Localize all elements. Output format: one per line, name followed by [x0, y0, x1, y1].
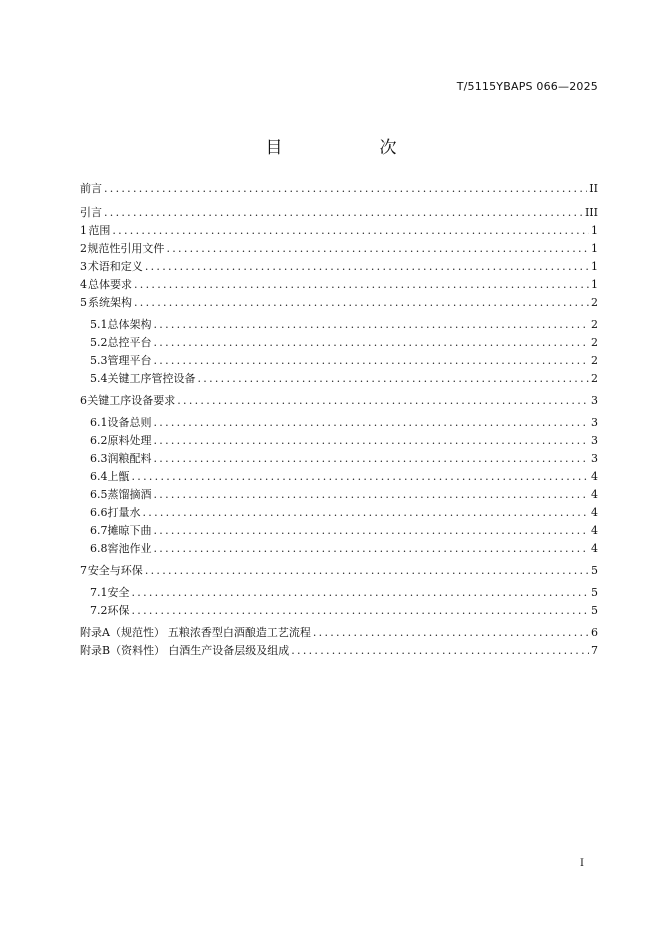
- toc-entry-page: 2: [591, 354, 598, 367]
- toc-entry-label: 总体要求: [88, 278, 133, 291]
- toc-entry-number: 4: [80, 278, 87, 291]
- toc-entry-page: 3: [591, 452, 598, 465]
- toc-entry-label: 上甑: [107, 470, 130, 483]
- toc-entry-page: 1: [591, 278, 598, 291]
- toc-entry-page: 3: [591, 434, 598, 447]
- toc-entry-number: 2: [80, 242, 87, 255]
- toc-entry-label: 总控平台: [107, 336, 152, 349]
- toc-entry[interactable]: [80, 563, 598, 578]
- toc-entry-page: II: [589, 182, 598, 195]
- toc-entry-page: 1: [591, 260, 598, 273]
- toc-entry[interactable]: [80, 295, 598, 310]
- toc-entry-number: 6.3: [90, 452, 108, 465]
- toc-leader-dots: [132, 585, 590, 600]
- toc-leader-dots: [177, 393, 589, 408]
- toc-entry-number: 6.7: [90, 524, 108, 537]
- toc-entry-page: 2: [591, 372, 598, 385]
- toc-entry-page: 4: [591, 488, 598, 501]
- toc-leader-dots: [313, 625, 589, 640]
- toc-entry-label: 管理平台: [107, 354, 152, 367]
- toc-entry-page: 2: [591, 296, 598, 309]
- toc-leader-dots: [145, 259, 589, 274]
- toc-entry[interactable]: [80, 433, 598, 448]
- toc-leader-dots: [154, 415, 590, 430]
- toc-entry[interactable]: [80, 277, 598, 292]
- toc-entry-page: 4: [591, 542, 598, 555]
- toc-leader-dots: [154, 487, 590, 502]
- toc-entry-number: 1: [80, 224, 87, 237]
- toc-entry-label: 附录A（规范性）: [80, 626, 165, 639]
- toc-entry[interactable]: [80, 353, 598, 368]
- toc-entry-page: III: [584, 206, 598, 219]
- toc-entry-number: 6.8: [90, 542, 108, 555]
- toc-entry[interactable]: [80, 469, 598, 484]
- toc-leader-dots: [134, 277, 589, 292]
- toc-entry-number: 6.6: [90, 506, 108, 519]
- toc-leader-dots: [134, 295, 589, 310]
- toc-entry-page: 6: [591, 626, 598, 639]
- toc-entry-label: 设备总则: [107, 416, 152, 429]
- toc-entry-page: 4: [591, 470, 598, 483]
- toc-entry-label: 总体架构: [107, 318, 152, 331]
- toc-entry-number: 5.4: [90, 372, 108, 385]
- toc-leader-dots: [104, 181, 587, 196]
- toc-entry[interactable]: [80, 259, 598, 274]
- toc-entry-label: 安全与环保: [87, 564, 143, 577]
- page-number: I: [580, 858, 584, 869]
- toc-entry-number: 7: [80, 564, 87, 577]
- toc-entry-label: 安全: [107, 586, 130, 599]
- toc-entry[interactable]: [80, 643, 598, 658]
- table-of-contents: [80, 181, 598, 658]
- toc-entry-label: 规范性引用文件: [87, 242, 165, 255]
- toc-entry-page: 5: [591, 586, 598, 599]
- toc-entry-page: 7: [591, 644, 598, 657]
- toc-entry-label: 范围: [88, 224, 111, 237]
- toc-entry-label: 打量水: [107, 506, 141, 519]
- toc-leader-dots: [291, 643, 589, 658]
- toc-entry[interactable]: [80, 223, 598, 238]
- toc-leader-dots: [104, 205, 583, 220]
- toc-entry-number: 7.1: [90, 586, 108, 599]
- toc-entry[interactable]: [80, 317, 598, 332]
- toc-entry-page: 2: [591, 336, 598, 349]
- toc-entry-page: 1: [591, 224, 598, 237]
- toc-entry-label: 摊晾下曲: [107, 524, 152, 537]
- toc-entry-label: 关键工序设备要求: [87, 394, 176, 407]
- toc-entry-page: 5: [591, 564, 598, 577]
- toc-leader-dots: [198, 371, 590, 386]
- toc-entry-label: 关键工序管控设备: [107, 372, 196, 385]
- toc-entry[interactable]: [80, 335, 598, 350]
- toc-leader-dots: [132, 603, 590, 618]
- toc-entry[interactable]: [80, 241, 598, 256]
- toc-leader-dots: [154, 451, 590, 466]
- toc-entry-label: 系统架构: [88, 296, 133, 309]
- toc-entry-number: 6: [80, 394, 87, 407]
- toc-entry-title: 白酒生产设备层级及组成: [168, 644, 290, 657]
- toc-entry[interactable]: [80, 523, 598, 538]
- toc-entry-page: 4: [591, 506, 598, 519]
- toc-entry-label: 前言: [80, 182, 102, 195]
- toc-entry-number: 6.2: [90, 434, 108, 447]
- toc-entry-page: 1: [591, 242, 598, 255]
- toc-leader-dots: [112, 223, 589, 238]
- page-title: 目 次: [265, 138, 437, 158]
- toc-leader-dots: [145, 563, 589, 578]
- toc-leader-dots: [132, 469, 590, 484]
- toc-entry[interactable]: [80, 451, 598, 466]
- toc-entry-number: 6.5: [90, 488, 108, 501]
- toc-leader-dots: [154, 541, 590, 556]
- toc-entry[interactable]: [80, 371, 598, 386]
- toc-entry-label: 附录B（资料性）: [80, 644, 166, 657]
- toc-leader-dots: [154, 353, 590, 368]
- toc-entry-page: 5: [591, 604, 598, 617]
- toc-leader-dots: [154, 433, 590, 448]
- toc-entry-number: 5.2: [90, 336, 108, 349]
- toc-entry[interactable]: [80, 541, 598, 556]
- toc-leader-dots: [154, 335, 590, 350]
- toc-entry-label: 引言: [80, 206, 102, 219]
- toc-leader-dots: [154, 523, 590, 538]
- toc-entry-number: 7.2: [90, 604, 108, 617]
- toc-entry-page: 3: [591, 416, 598, 429]
- toc-entry[interactable]: [80, 205, 598, 220]
- toc-entry-label: 蒸馏摘酒: [107, 488, 152, 501]
- toc-entry-page: 3: [591, 394, 598, 407]
- toc-entry-title: 五粮浓香型白酒酿造工艺流程: [167, 626, 311, 639]
- toc-entry-number: 5.1: [90, 318, 108, 331]
- toc-entry[interactable]: [80, 625, 598, 640]
- toc-entry-label: 窖池作业: [107, 542, 152, 555]
- toc-entry-label: 环保: [107, 604, 130, 617]
- toc-leader-dots: [154, 317, 590, 332]
- toc-leader-dots: [143, 505, 590, 520]
- toc-entry-page: 2: [591, 318, 598, 331]
- toc-entry[interactable]: [80, 585, 598, 600]
- toc-entry-number: 6.1: [90, 416, 108, 429]
- toc-entry-page: 4: [591, 524, 598, 537]
- toc-entry-number: 5: [80, 296, 87, 309]
- toc-entry-label: 原料处理: [107, 434, 152, 447]
- toc-entry[interactable]: [80, 393, 598, 408]
- toc-entry-label: 润粮配料: [107, 452, 152, 465]
- toc-entry-number: 6.4: [90, 470, 108, 483]
- toc-entry-label: 术语和定义: [87, 260, 143, 273]
- toc-leader-dots: [166, 241, 589, 256]
- toc-entry[interactable]: [80, 415, 598, 430]
- toc-entry-number: 5.3: [90, 354, 108, 367]
- toc-entry[interactable]: [80, 603, 598, 618]
- document-code: T/5115YBAPS 066—2025: [456, 80, 598, 93]
- toc-entry[interactable]: [80, 505, 598, 520]
- toc-entry[interactable]: [80, 487, 598, 502]
- toc-entry-number: 3: [80, 260, 87, 273]
- toc-entry[interactable]: [80, 181, 598, 196]
